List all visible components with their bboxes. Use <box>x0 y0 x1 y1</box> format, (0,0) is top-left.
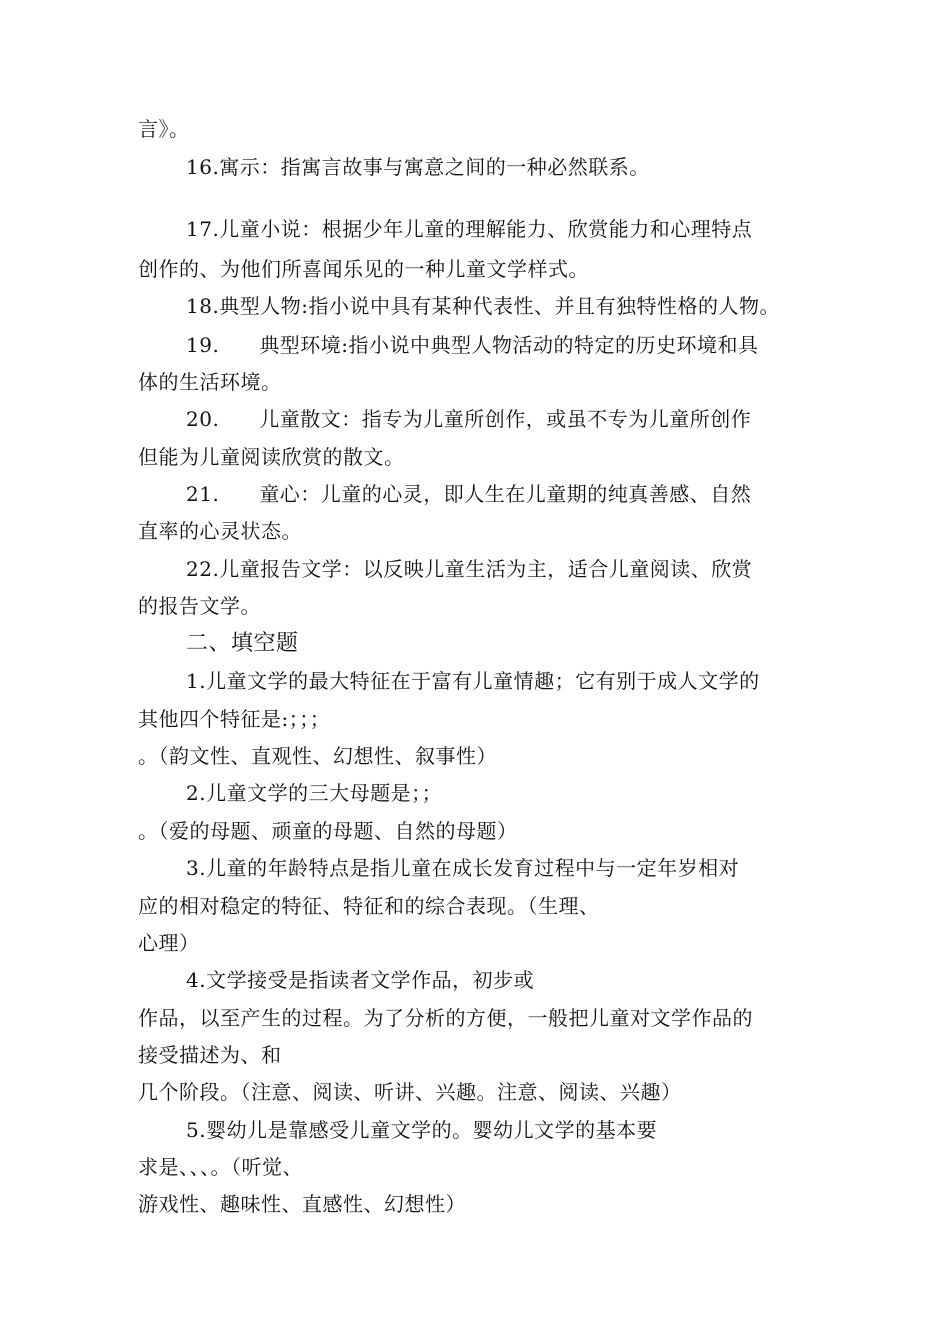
text-line: 16.寓示：指寓言故事与寓意之间的一种必然联系。 <box>186 155 650 179</box>
text-line: 3.儿童的年龄特点是指儿童在成长发育过程中与一定年岁相对 <box>186 856 740 880</box>
text-line: 作品，以至产生的过程。为了分析的方便，一般把儿童对文学作品的 <box>138 1006 753 1030</box>
text-line: 应的相对稳定的特征、特征和的综合表现。（生理、 <box>138 894 600 918</box>
text-line: 。（爱的母题、顽童的母题、自然的母题） <box>138 819 518 843</box>
text-line: 22.儿童报告文学：以反映儿童生活为主，适合儿童阅读、欣赏 <box>186 557 753 581</box>
text-line <box>186 332 759 358</box>
text-line <box>186 406 751 432</box>
section-heading: 二、填空题 <box>186 631 299 656</box>
text-line: 接受描述为、和 <box>138 1043 282 1067</box>
text-line: 的报告文学。 <box>138 594 261 618</box>
text-line: 体的生活环境。 <box>138 370 282 394</box>
text-line: 2.儿童文学的三大母题是；； <box>186 781 443 805</box>
text-line: 直率的心灵状态。 <box>138 519 302 543</box>
text-line: 1.儿童文学的最大特征在于富有儿童情趣；它有别于成人文学的 <box>186 669 760 693</box>
item-text: 儿童散文：指专为儿童所创作，或虽不专为儿童所创作 <box>259 407 752 431</box>
text-line: 言》。 <box>138 117 190 141</box>
text-line: 18.典型人物:指小说中具有某种代表性、并且有独特性格的人物。 <box>186 294 781 318</box>
text-line: 。（韵文性、直观性、幻想性、叙事性） <box>138 744 497 768</box>
text-line: 几个阶段。（注意、阅读、听讲、兴趣。注意、阅读、兴趣） <box>138 1080 682 1104</box>
item-text: 童心：儿童的心灵，即人生在儿童期的纯真善感、自然 <box>259 482 752 506</box>
text-line: 心理） <box>138 931 200 955</box>
text-line: 5.婴幼儿是靠感受儿童文学的。婴幼儿文学的基本要 <box>186 1118 658 1142</box>
text-line: 游戏性、趣味性、直感性、幻想性） <box>138 1192 466 1216</box>
item-number: 21. <box>186 482 220 506</box>
text-line: 17.儿童小说：根据少年儿童的理解能力、欣赏能力和心理特点 <box>186 217 753 241</box>
text-line: 4.文学接受是指读者文学作品，初步或 <box>186 968 535 992</box>
item-number: 19. <box>186 333 220 357</box>
text-line <box>186 481 751 507</box>
item-number: 20. <box>186 407 220 431</box>
text-line: 其他四个特征是:；；； <box>138 707 331 731</box>
text-line: 但能为儿童阅读欣赏的散文。 <box>138 445 405 469</box>
item-text: 典型环境:指小说中典型人物活动的特定的历史环境和具 <box>259 333 759 357</box>
text-line: 求是、、、。（听觉、 <box>138 1155 303 1179</box>
text-line: 创作的、为他们所喜闻乐见的一种儿童文学样式。 <box>138 257 589 281</box>
